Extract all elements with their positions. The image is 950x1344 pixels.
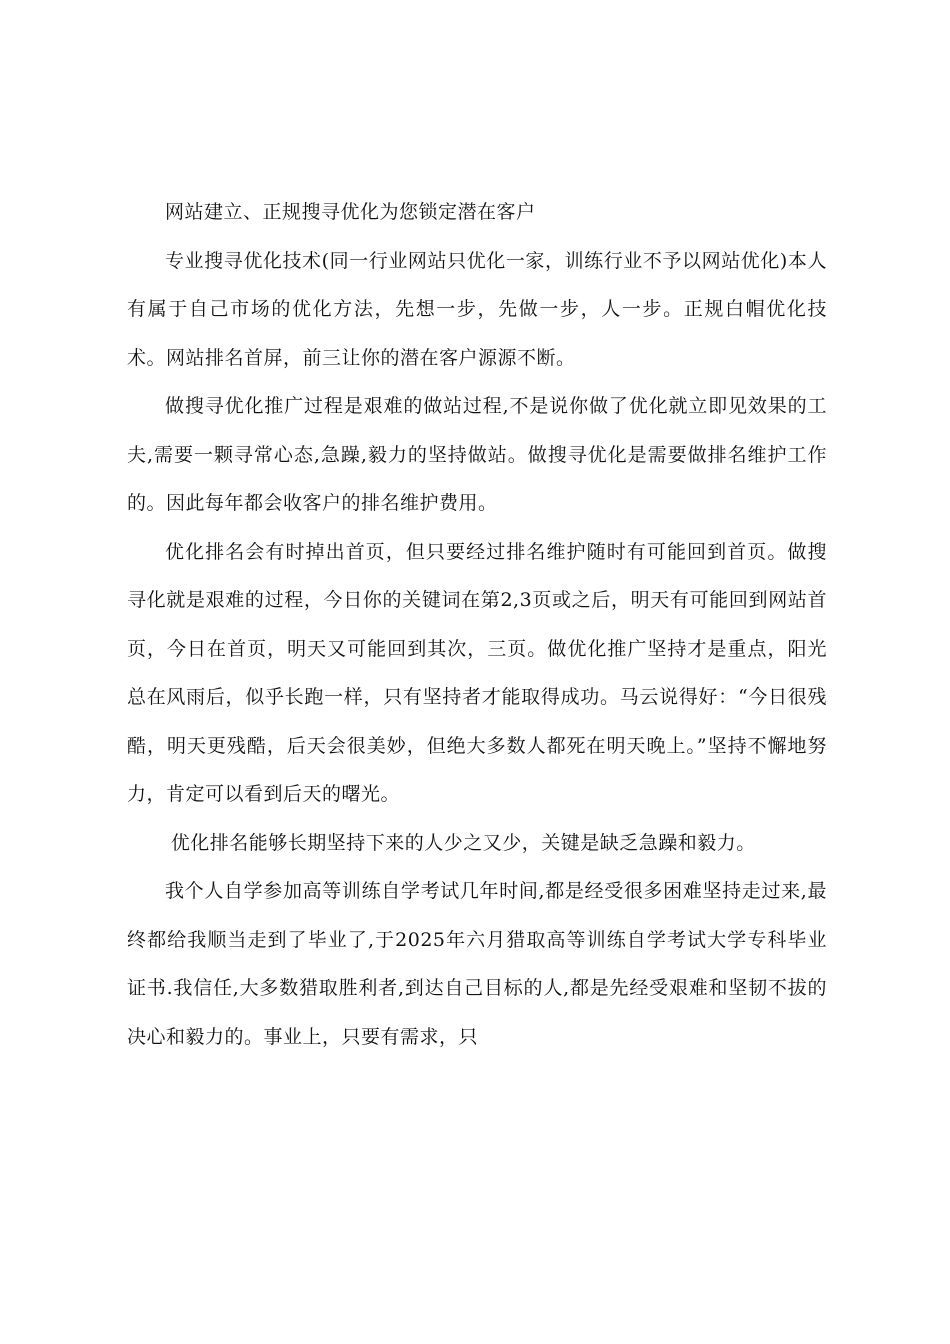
- paragraph-persistence: 优化排名能够长期坚持下来的人少之又少，关键是缺乏急躁和毅力。: [170, 831, 756, 854]
- paragraph-seo-tech: 专业搜寻优化技术(同一行业网站只优化一家，训练行业不予以网站优化)本人有属于自己市场的优化方法，先想一步，先做一步，人一步。正规白帽优化技术。网站排名首屏，前三让你的潜在客户源源不断。: [127, 249, 827, 369]
- paragraph-seo-process: 做搜寻优化推广过程是艰难的做站过程,不是说你做了优化就立即见效果的工夫,需要一颗寻常心态,急躁,毅力的坚持做站。做搜寻优化是需要做排名维护工作的。因此每年都会收客户的排名维护费用。: [127, 395, 827, 514]
- paragraph-ranking: 优化排名会有时掉出首页，但只要经过排名维护随时有可能回到首页。做搜寻化就是艰难的过程，今日你的关键词在第2,3页或之后，明天有可能回到网站首页，今日在首页，明天又可能回到其次，三页。做优化推广坚持才是重点，阳光总在风雨后，似乎长跑一样，只有坚持者才能取得成功。马云说得好：“今日很残酷，明天更残酷，后天会很美妙，但绝大多数人都死在明天晚上。”坚持不懈地努力，肯定可以看到后天的曙光。: [127, 540, 827, 805]
- document-body: [127, 188, 827, 1061]
- paragraph-title: 网站建立、正规搜寻优化为您锁定潜在客户: [165, 201, 536, 223]
- paragraph-self-study: 我个人自学参加高等训练自学考试几年时间,都是经受很多困难坚持走过来,最终都给我顺当走到了毕业了,于2025年六月猎取高等训练自学考试大学专科毕业证书.我信任,大多数猎取胜利者,到达自己目标的人,都是先经受艰难和坚韧不拔的决心和毅力的。事业上，只要有需求，只: [127, 880, 827, 1048]
